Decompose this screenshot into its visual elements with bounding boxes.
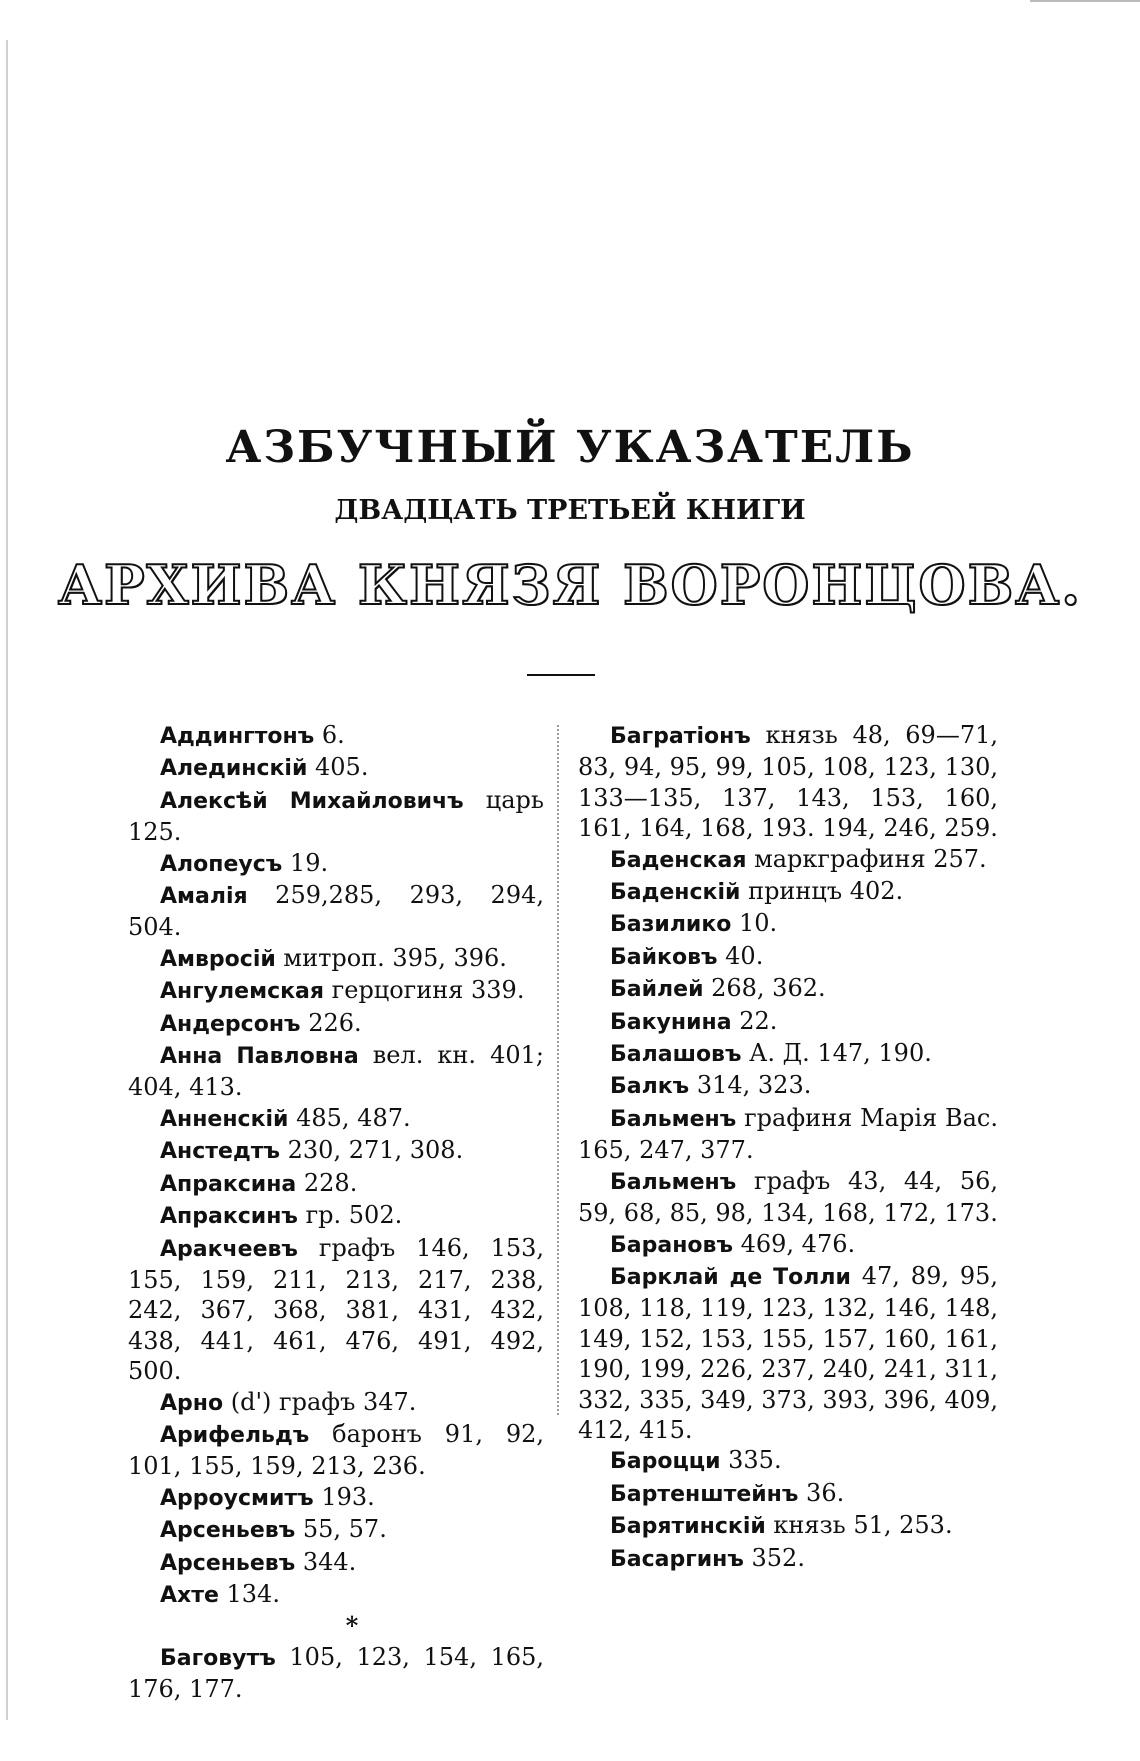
entry-refs: князь 48, 69—71, 83, 94, 95, 99, 105, 108, 123, 130, 133—135, 137, 143, 153, 160, 161, 164, 168, 193. 194, 246, 259.: [578, 721, 998, 843]
index-entry: [128, 752, 544, 784]
entry-refs: 485, 487.: [288, 1103, 411, 1132]
right-column: [578, 720, 998, 1575]
entry-refs: 47, 89, 95, 108, 118, 119, 123, 132, 146, 148, 149, 152, 153, 155, 157, 160, 161, 190, 199, 226, 237, 240, 241, 311, 332, 335, 349, 373, 393, 396, 409, 412, 415.: [578, 1261, 998, 1444]
entry-name: Барятинскій: [610, 1514, 766, 1540]
entry-refs: 22.: [731, 1006, 778, 1035]
entry-name: Бароцци: [610, 1449, 721, 1475]
entry-name: Анстедтъ: [160, 1139, 280, 1165]
index-entry: [578, 1510, 998, 1542]
index-entry: [578, 1229, 998, 1261]
index-entry: [128, 1419, 544, 1482]
index-entry: [578, 973, 998, 1005]
index-entry: [128, 975, 544, 1007]
index-entry: [128, 1233, 544, 1387]
entry-refs: графъ 146, 153, 155, 159, 211, 213, 217, 238, 242, 367, 368, 381, 431, 432, 438, 441, 461, 476, 491, 492, 500.: [128, 1233, 544, 1386]
entry-name: Алексѣй Михайловичъ: [160, 788, 464, 814]
entry-refs: 344.: [295, 1547, 357, 1576]
entry-refs: 352.: [743, 1543, 805, 1572]
index-entry: [128, 1135, 544, 1167]
entry-refs: 314, 323.: [689, 1071, 812, 1100]
entry-name: Баговутъ: [160, 1645, 276, 1671]
entry-name: Байковъ: [610, 944, 718, 970]
index-entry: [128, 1642, 544, 1705]
entry-name: Басаргинъ: [610, 1546, 744, 1572]
index-entry: [128, 1387, 544, 1419]
index-entry: [578, 941, 998, 973]
index-entry: [578, 1445, 998, 1477]
left-column: [128, 720, 544, 1705]
entry-name: Баденская: [610, 847, 747, 873]
entry-refs: А. Д. 147, 190.: [741, 1039, 932, 1068]
index-entry: [128, 848, 544, 880]
entry-refs: 228.: [296, 1168, 358, 1197]
entry-name: Балкъ: [610, 1074, 690, 1100]
entry-name: Ангулемская: [160, 979, 325, 1005]
scan-top-mark: [1030, 0, 1140, 2]
entry-name: Балашовъ: [610, 1042, 742, 1068]
entry-refs: 469, 476.: [732, 1229, 856, 1258]
entry-refs: графиня Марія Вас. 165, 247, 377.: [578, 1103, 998, 1165]
right-entries: [578, 720, 998, 1575]
index-entry: [128, 1040, 544, 1103]
entry-refs: 19.: [282, 848, 329, 877]
entry-name: Анна Павловна: [160, 1044, 359, 1070]
index-entry: [128, 1008, 544, 1040]
index-entry: [578, 1543, 998, 1575]
entry-name: Барклай де Толли: [610, 1264, 851, 1290]
entry-name: Апраксинъ: [160, 1204, 298, 1230]
entry-name: Бакунина: [610, 1009, 732, 1035]
entry-refs: 405.: [307, 753, 369, 782]
index-entry: [128, 1168, 544, 1200]
entry-refs: 10.: [731, 909, 778, 938]
scan-edge: [6, 40, 8, 1720]
index-subtitle: ДВАДЦАТЬ ТРЕТЬЕЙ КНИГИ: [334, 495, 806, 526]
entry-refs: митроп. 395, 396.: [275, 943, 507, 972]
entry-name: Алопеусъ: [160, 851, 283, 877]
index-entry: [578, 1006, 998, 1038]
title-block: [0, 420, 1140, 618]
index-entry: [578, 908, 998, 940]
index-entry: [578, 1166, 998, 1229]
entry-refs: 259,285, 293, 294, 504.: [128, 881, 544, 942]
entry-refs: 40.: [717, 941, 764, 970]
index-title: АЗБУЧНЫЙ УКАЗАТЕЛЬ: [225, 422, 915, 473]
entry-refs: гр. 502.: [297, 1201, 403, 1230]
entry-name: Анненскій: [160, 1106, 289, 1132]
index-entry: [578, 844, 998, 876]
index-entry: [128, 785, 544, 848]
index-entry: [128, 1579, 544, 1611]
entry-name: Базилико: [610, 912, 732, 938]
entry-name: Арно: [160, 1390, 224, 1416]
index-entry: [578, 1070, 998, 1102]
entry-refs: 335.: [720, 1446, 782, 1475]
left-entries: [128, 720, 544, 1611]
entry-name: Амвросій: [160, 946, 276, 972]
index-entry: [578, 876, 998, 908]
entry-name: Апраксина: [160, 1171, 297, 1197]
entry-refs: герцогиня 339.: [324, 976, 525, 1005]
index-entry: [578, 1261, 998, 1445]
index-entry: [128, 1514, 544, 1546]
archive-title: АРХИВА КНЯЗЯ ВОРОНЦОВА.: [57, 553, 1083, 617]
index-entry: [128, 943, 544, 975]
entry-refs: 105, 123, 154, 165, 176, 177.: [128, 1642, 544, 1704]
entry-name: Арсеньевъ: [160, 1550, 296, 1576]
entry-refs: 230, 271, 308.: [280, 1136, 464, 1165]
index-entry: [578, 720, 998, 844]
entry-name: Арифельдъ: [160, 1422, 310, 1448]
entry-refs: принцъ 402.: [740, 877, 904, 906]
entry-refs: князь 51, 253.: [765, 1511, 953, 1540]
index-entry: [578, 1103, 998, 1166]
index-entry: [128, 720, 544, 752]
index-entry: [128, 1482, 544, 1514]
entry-name: Бальменъ: [610, 1169, 737, 1195]
entry-refs: 6.: [314, 721, 345, 749]
entry-refs: 36.: [798, 1478, 845, 1507]
index-entry: [128, 1547, 544, 1579]
entry-refs: 134.: [218, 1579, 280, 1608]
entry-refs: 226.: [300, 1008, 362, 1037]
title-rule: [527, 674, 595, 676]
entry-refs: вел. кн. 401; 404, 413.: [128, 1041, 544, 1102]
section-separator: *: [345, 1611, 359, 1641]
entry-name: Барановъ: [610, 1232, 733, 1258]
entry-name: Аддингтонъ: [160, 724, 315, 749]
entry-name: Бальменъ: [610, 1106, 737, 1132]
entry-name: Багратіонъ: [610, 724, 751, 749]
entry-refs: маркграфиня 257.: [746, 844, 987, 873]
entry-refs: баронъ 91, 92, 101, 155, 159, 213, 236.: [128, 1419, 544, 1481]
index-entry: [578, 1038, 998, 1070]
entry-refs: графъ 43, 44, 56, 59, 68, 85, 98, 134, 168, 172, 173.: [578, 1166, 998, 1228]
entry-name: Аракчеевъ: [160, 1236, 298, 1262]
entry-name: Байлей: [610, 977, 704, 1003]
entry-refs: 55, 57.: [295, 1515, 387, 1544]
index-entry: [128, 1200, 544, 1232]
entry-refs: (d') графъ 347.: [223, 1387, 417, 1416]
index-entry: [128, 880, 544, 943]
entry-name: Ахте: [160, 1582, 219, 1608]
entry-name: Бартенштейнъ: [610, 1481, 799, 1507]
entry-refs: 268, 362.: [703, 974, 826, 1003]
left-entries-after: [128, 1642, 544, 1705]
index-entry: [578, 1478, 998, 1510]
entry-name: Арсеньевъ: [160, 1518, 296, 1544]
column-divider: [557, 725, 559, 1415]
entry-name: Баденскій: [610, 880, 741, 906]
entry-name: Арроусмитъ: [160, 1485, 314, 1511]
entry-name: Амалія: [160, 884, 248, 910]
entry-refs: царь 125.: [128, 785, 544, 847]
entry-name: Андерсонъ: [160, 1011, 301, 1037]
entry-refs: 193.: [313, 1482, 375, 1511]
index-entry: [128, 1103, 544, 1135]
entry-name: Алединскій: [160, 756, 308, 782]
